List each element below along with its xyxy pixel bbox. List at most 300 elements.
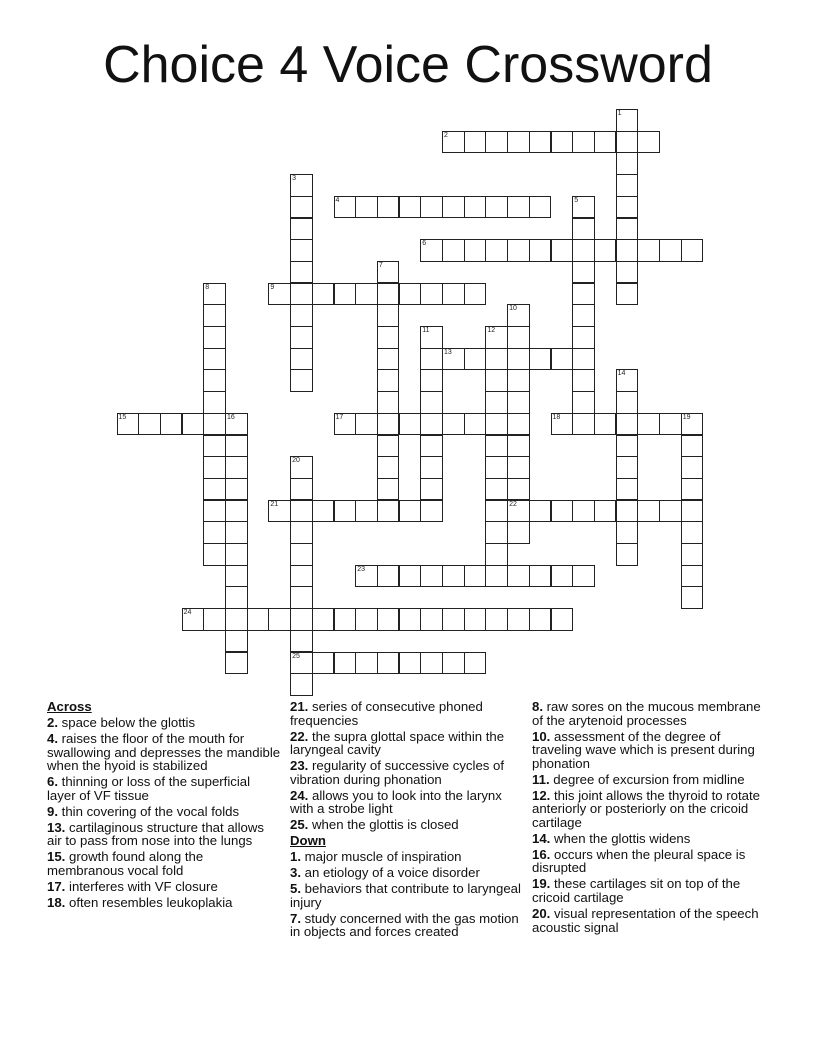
clue-text: regularity of successive cycles of vibration during phonation <box>290 758 505 787</box>
across-clue <box>47 821 281 848</box>
grid-cell[interactable] <box>485 326 508 349</box>
clue-text: cartilaginous structure that allows air to pass from nose into the lungs <box>47 819 264 849</box>
grid-cell[interactable] <box>290 586 313 609</box>
grid-cell[interactable] <box>290 652 313 675</box>
grid-cell[interactable] <box>203 478 226 501</box>
grid-cell[interactable] <box>355 652 378 675</box>
grid-cell[interactable] <box>377 478 400 501</box>
grid-cell[interactable] <box>290 543 313 566</box>
grid-cell[interactable] <box>420 565 443 588</box>
grid-cell[interactable] <box>681 543 704 566</box>
grid-cell[interactable] <box>572 283 595 306</box>
across-clue <box>47 732 281 773</box>
grid-cell[interactable] <box>182 413 205 436</box>
grid-cell[interactable] <box>225 586 248 609</box>
grid-cell[interactable] <box>117 413 140 436</box>
grid-cell[interactable] <box>160 413 183 436</box>
across-clue <box>47 880 281 894</box>
grid-cell[interactable] <box>637 131 660 154</box>
down-clue <box>290 866 522 880</box>
grid-cell[interactable] <box>290 608 313 631</box>
cell-number: 2 <box>444 131 448 139</box>
grid-cell[interactable] <box>485 435 508 458</box>
cell-number: 9 <box>270 283 275 291</box>
grid-cell[interactable] <box>290 174 313 197</box>
grid-cell[interactable] <box>507 326 530 349</box>
grid-cell[interactable] <box>572 391 595 414</box>
clue-number: 4. <box>47 730 58 746</box>
grid-cell[interactable] <box>507 348 530 371</box>
grid-cell[interactable] <box>334 500 357 523</box>
grid-cell[interactable] <box>290 673 313 696</box>
grid-cell[interactable] <box>485 239 508 262</box>
grid-cell[interactable] <box>551 565 574 588</box>
grid-cell[interactable] <box>290 218 313 241</box>
grid-cell[interactable] <box>225 478 248 501</box>
clue-number: 10. <box>532 728 551 744</box>
grid-cell[interactable] <box>551 500 574 523</box>
cell-number: 7 <box>378 261 383 269</box>
grid-cell[interactable] <box>485 196 508 219</box>
grid-cell[interactable] <box>203 435 226 458</box>
grid-cell[interactable] <box>203 500 226 523</box>
across-clue <box>47 850 281 877</box>
grid-cell[interactable] <box>507 304 530 327</box>
grid-cell[interactable] <box>290 630 313 653</box>
grid-cell[interactable] <box>399 283 422 306</box>
grid-cell[interactable] <box>464 131 487 154</box>
down-clue <box>290 850 522 864</box>
grid-cell[interactable] <box>529 239 552 262</box>
clue-number: 8. <box>532 699 543 714</box>
clue-text: often resembles leukoplakia <box>65 894 233 910</box>
across-clue <box>47 896 281 910</box>
grid-cell[interactable] <box>225 500 248 523</box>
across-clue <box>290 759 522 786</box>
grid-cell[interactable] <box>659 500 682 523</box>
grid-cell[interactable] <box>377 261 400 284</box>
grid-cell[interactable] <box>377 391 400 414</box>
grid-cell[interactable] <box>203 456 226 479</box>
grid-cell[interactable] <box>203 326 226 349</box>
grid-cell[interactable] <box>507 239 530 262</box>
grid-cell[interactable] <box>420 652 443 675</box>
grid-cell[interactable] <box>485 391 508 414</box>
across-clue <box>290 730 522 757</box>
grid-cell[interactable] <box>377 435 400 458</box>
grid-cell[interactable] <box>594 239 617 262</box>
grid-cell[interactable] <box>507 478 530 501</box>
grid-cell[interactable] <box>290 369 313 392</box>
grid-cell[interactable] <box>507 435 530 458</box>
grid-cell[interactable] <box>290 283 313 306</box>
grid-cell[interactable] <box>637 500 660 523</box>
clue-text: the supra glottal space within the laryngeal cavity <box>290 728 505 758</box>
grid-cell[interactable] <box>399 500 422 523</box>
grid-cell[interactable] <box>572 239 595 262</box>
grid-cell[interactable] <box>225 435 248 458</box>
grid-cell[interactable] <box>399 413 422 436</box>
grid-cell[interactable] <box>203 304 226 327</box>
grid-cell[interactable] <box>290 456 313 479</box>
grid-cell[interactable] <box>290 565 313 588</box>
grid-cell[interactable] <box>681 586 704 609</box>
grid-cell[interactable] <box>572 348 595 371</box>
grid-cell[interactable] <box>616 413 639 436</box>
cell-number: 18 <box>552 413 561 421</box>
grid-cell[interactable] <box>572 500 595 523</box>
grid-cell[interactable] <box>290 261 313 284</box>
grid-cell[interactable] <box>464 283 487 306</box>
clue-text: space below the glottis <box>58 714 196 730</box>
grid-cell[interactable] <box>464 608 487 631</box>
grid-cell[interactable] <box>203 283 226 306</box>
grid-cell[interactable] <box>637 413 660 436</box>
grid-cell[interactable] <box>334 652 357 675</box>
clue-number: 12. <box>532 787 551 803</box>
grid-cell[interactable] <box>268 500 291 523</box>
clue-number: 19. <box>532 876 551 892</box>
grid-cell[interactable] <box>572 326 595 349</box>
grid-cell[interactable] <box>464 565 487 588</box>
clue-number: 16. <box>532 846 551 862</box>
grid-cell[interactable] <box>268 608 291 631</box>
grid-cell[interactable] <box>507 196 530 219</box>
grid-cell[interactable] <box>225 413 248 436</box>
clue-number: 24. <box>290 787 309 803</box>
grid-cell[interactable] <box>464 413 487 436</box>
grid-cell[interactable] <box>572 196 595 219</box>
grid-cell[interactable] <box>507 391 530 414</box>
grid-cell[interactable] <box>290 478 313 501</box>
grid-cell[interactable] <box>334 196 357 219</box>
grid-cell[interactable] <box>442 239 465 262</box>
grid-cell[interactable] <box>616 196 639 219</box>
grid-cell[interactable] <box>290 521 313 544</box>
grid-cell[interactable] <box>681 435 704 458</box>
grid-cell[interactable] <box>507 369 530 392</box>
grid-cell[interactable] <box>420 326 443 349</box>
down-clue <box>532 832 772 846</box>
grid-cell[interactable] <box>225 456 248 479</box>
cell-number: 5 <box>574 196 579 204</box>
grid-cell[interactable] <box>420 369 443 392</box>
grid-cell[interactable] <box>225 543 248 566</box>
grid-cell[interactable] <box>681 456 704 479</box>
clue-number: 21. <box>290 699 309 714</box>
grid-cell[interactable] <box>616 283 639 306</box>
grid-cell[interactable] <box>485 131 508 154</box>
clue-number: 9. <box>47 803 58 819</box>
cell-number: 20 <box>292 457 300 465</box>
grid-cell[interactable] <box>529 500 552 523</box>
grid-cell[interactable] <box>420 283 443 306</box>
clue-text: series of consecutive phoned frequencies <box>290 699 483 728</box>
grid-cell[interactable] <box>616 109 639 132</box>
grid-cell[interactable] <box>529 196 552 219</box>
grid-cell[interactable] <box>334 608 357 631</box>
grid-cell[interactable] <box>681 239 704 262</box>
grid-cell[interactable] <box>572 261 595 284</box>
grid-cell[interactable] <box>247 608 270 631</box>
grid-cell[interactable] <box>334 413 357 436</box>
grid-cell[interactable] <box>616 131 639 154</box>
grid-cell[interactable] <box>377 326 400 349</box>
grid-cell[interactable] <box>225 630 248 653</box>
grid-cell[interactable] <box>616 369 639 392</box>
grid-cell[interactable] <box>420 348 443 371</box>
cell-number: 22 <box>509 500 517 508</box>
grid-cell[interactable] <box>616 218 639 241</box>
grid-cell[interactable] <box>616 478 639 501</box>
grid-cell[interactable] <box>312 608 335 631</box>
grid-cell[interactable] <box>203 369 226 392</box>
grid-cell[interactable] <box>355 413 378 436</box>
grid-cell[interactable] <box>399 196 422 219</box>
grid-cell[interactable] <box>485 478 508 501</box>
grid-cell[interactable] <box>225 652 248 675</box>
clue-text: this joint allows the thyroid to rotate anteriorly or posteriorly on the cricoid cartilage <box>532 787 760 830</box>
grid-cell[interactable] <box>659 413 682 436</box>
grid-cell[interactable] <box>203 521 226 544</box>
across-heading: Across <box>47 699 92 714</box>
grid-cell[interactable] <box>420 478 443 501</box>
grid-cell[interactable] <box>268 283 291 306</box>
grid-cell[interactable] <box>572 304 595 327</box>
grid-cell[interactable] <box>507 608 530 631</box>
grid-cell[interactable] <box>507 456 530 479</box>
clues-column-1 <box>47 700 281 912</box>
grid-cell[interactable] <box>355 500 378 523</box>
grid-cell[interactable] <box>355 608 378 631</box>
grid-cell[interactable] <box>290 348 313 371</box>
grid-cell[interactable] <box>507 500 530 523</box>
grid-cell[interactable] <box>420 435 443 458</box>
grid-cell[interactable] <box>225 521 248 544</box>
grid-cell[interactable] <box>529 608 552 631</box>
grid-cell[interactable] <box>420 413 443 436</box>
grid-cell[interactable] <box>377 348 400 371</box>
grid-cell[interactable] <box>616 391 639 414</box>
grid-cell[interactable] <box>572 131 595 154</box>
grid-cell[interactable] <box>225 608 248 631</box>
clue-number: 3. <box>290 865 301 881</box>
grid-cell[interactable] <box>485 500 508 523</box>
grid-cell[interactable] <box>507 521 530 544</box>
grid-cell[interactable] <box>312 283 335 306</box>
clue-text: occurs when the pleural space is disrupted <box>532 846 746 876</box>
grid-cell[interactable] <box>572 369 595 392</box>
down-clue <box>532 877 772 904</box>
clue-number: 1. <box>290 849 301 865</box>
grid-cell[interactable] <box>616 456 639 479</box>
grid-cell[interactable] <box>551 608 574 631</box>
grid-cell[interactable] <box>616 521 639 544</box>
clue-number: 20. <box>532 906 551 922</box>
cell-number: 13 <box>444 348 452 356</box>
down-clue <box>290 882 522 909</box>
grid-cell[interactable] <box>203 608 226 631</box>
grid-cell[interactable] <box>507 565 530 588</box>
grid-cell[interactable] <box>485 348 508 371</box>
grid-cell[interactable] <box>464 652 487 675</box>
clue-number: 11. <box>532 771 550 787</box>
grid-cell[interactable] <box>420 196 443 219</box>
grid-cell[interactable] <box>529 565 552 588</box>
grid-cell[interactable] <box>659 239 682 262</box>
clue-text: growth found along the membranous vocal fold <box>47 849 204 878</box>
grid-cell[interactable] <box>464 239 487 262</box>
grid-cell[interactable] <box>681 565 704 588</box>
cell-number: 11 <box>422 327 430 334</box>
grid-cell[interactable] <box>182 608 205 631</box>
clue-number: 22. <box>290 728 309 744</box>
grid-cell[interactable] <box>442 283 465 306</box>
grid-cell[interactable] <box>681 413 704 436</box>
grid-cell[interactable] <box>442 608 465 631</box>
across-clue <box>290 789 522 816</box>
grid-cell[interactable] <box>464 348 487 371</box>
cell-number: 6 <box>422 240 427 248</box>
grid-cell[interactable] <box>377 652 400 675</box>
grid-cell[interactable] <box>377 565 400 588</box>
grid-cell[interactable] <box>203 543 226 566</box>
grid-cell[interactable] <box>355 283 378 306</box>
grid-cell[interactable] <box>442 348 465 371</box>
grid-cell[interactable] <box>399 608 422 631</box>
grid-cell[interactable] <box>225 565 248 588</box>
grid-cell[interactable] <box>377 608 400 631</box>
grid-cell[interactable] <box>334 283 357 306</box>
cell-number: 1 <box>617 110 622 117</box>
clue-text: allows you to look into the larynx with a strobe light <box>290 787 502 817</box>
grid-cell[interactable] <box>485 456 508 479</box>
down-clue <box>532 700 772 727</box>
grid-cell[interactable] <box>507 413 530 436</box>
grid-cell[interactable] <box>312 500 335 523</box>
grid-cell[interactable] <box>420 239 443 262</box>
grid-cell[interactable] <box>420 391 443 414</box>
clue-number: 15. <box>47 849 66 865</box>
grid-cell[interactable] <box>377 500 400 523</box>
grid-cell[interactable] <box>507 131 530 154</box>
grid-cell[interactable] <box>529 348 552 371</box>
grid-cell[interactable] <box>594 413 617 436</box>
grid-cell[interactable] <box>399 652 422 675</box>
grid-cell[interactable] <box>377 304 400 327</box>
grid-cell[interactable] <box>355 196 378 219</box>
clue-text: when the glottis widens <box>550 830 691 846</box>
grid-cell[interactable] <box>377 369 400 392</box>
clue-text: major muscle of inspiration <box>301 849 462 865</box>
grid-cell[interactable] <box>290 196 313 219</box>
grid-cell[interactable] <box>594 131 617 154</box>
cell-number: 16 <box>227 413 235 421</box>
grid-cell[interactable] <box>616 435 639 458</box>
grid-cell[interactable] <box>377 283 400 306</box>
grid-cell[interactable] <box>485 608 508 631</box>
grid-cell[interactable] <box>420 456 443 479</box>
grid-cell[interactable] <box>442 413 465 436</box>
grid-cell[interactable] <box>203 413 226 436</box>
grid-cell[interactable] <box>442 196 465 219</box>
clue-text: thinning or loss of the superficial layer of VF tissue <box>47 774 251 803</box>
grid-cell[interactable] <box>616 543 639 566</box>
grid-cell[interactable] <box>572 565 595 588</box>
across-clue <box>290 818 522 832</box>
grid-cell[interactable] <box>377 413 400 436</box>
grid-cell[interactable] <box>203 391 226 414</box>
grid-cell[interactable] <box>420 500 443 523</box>
grid-cell[interactable] <box>616 152 639 175</box>
grid-cell[interactable] <box>616 261 639 284</box>
grid-cell[interactable] <box>681 521 704 544</box>
grid-cell[interactable] <box>442 652 465 675</box>
grid-cell[interactable] <box>312 652 335 675</box>
across-clue <box>47 775 281 802</box>
cell-number: 17 <box>335 413 344 421</box>
grid-cell[interactable] <box>616 239 639 262</box>
grid-cell[interactable] <box>138 413 161 436</box>
down-clue <box>532 907 772 934</box>
grid-cell[interactable] <box>551 239 574 262</box>
cell-number: 23 <box>357 565 365 573</box>
grid-cell[interactable] <box>203 348 226 371</box>
grid-cell[interactable] <box>377 196 400 219</box>
clue-number: 17. <box>47 878 66 894</box>
down-clue <box>532 773 772 787</box>
grid-cell[interactable] <box>551 348 574 371</box>
grid-cell[interactable] <box>485 543 508 566</box>
cell-number: 24 <box>183 609 192 617</box>
cell-number: 12 <box>487 327 496 334</box>
grid-cell[interactable] <box>485 369 508 392</box>
grid-cell[interactable] <box>442 565 465 588</box>
cell-number: 8 <box>205 283 210 291</box>
grid-cell[interactable] <box>355 565 378 588</box>
grid-cell[interactable] <box>637 239 660 262</box>
grid-cell[interactable] <box>464 196 487 219</box>
grid-cell[interactable] <box>594 500 617 523</box>
grid-cell[interactable] <box>681 500 704 523</box>
grid-cell[interactable] <box>485 521 508 544</box>
grid-cell[interactable] <box>616 174 639 197</box>
grid-cell[interactable] <box>290 500 313 523</box>
grid-cell[interactable] <box>420 608 443 631</box>
grid-cell[interactable] <box>572 413 595 436</box>
clue-number: 18. <box>47 894 66 910</box>
grid-cell[interactable] <box>399 565 422 588</box>
grid-cell[interactable] <box>529 131 552 154</box>
grid-cell[interactable] <box>485 565 508 588</box>
grid-cell[interactable] <box>572 218 595 241</box>
grid-cell[interactable] <box>616 500 639 523</box>
down-clue <box>532 848 772 875</box>
grid-cell[interactable] <box>290 239 313 262</box>
grid-cell[interactable] <box>681 478 704 501</box>
grid-cell[interactable] <box>377 456 400 479</box>
grid-cell[interactable] <box>485 413 508 436</box>
clue-text: assessment of the degree of traveling wave which is present during phonation <box>532 728 755 771</box>
grid-cell[interactable] <box>551 131 574 154</box>
grid-cell[interactable] <box>442 131 465 154</box>
grid-cell[interactable] <box>290 326 313 349</box>
down-clue <box>532 789 772 830</box>
clue-text: thin covering of the vocal folds <box>58 803 240 819</box>
grid-cell[interactable] <box>551 413 574 436</box>
cell-number: 15 <box>118 413 127 421</box>
grid-cell[interactable] <box>290 304 313 327</box>
